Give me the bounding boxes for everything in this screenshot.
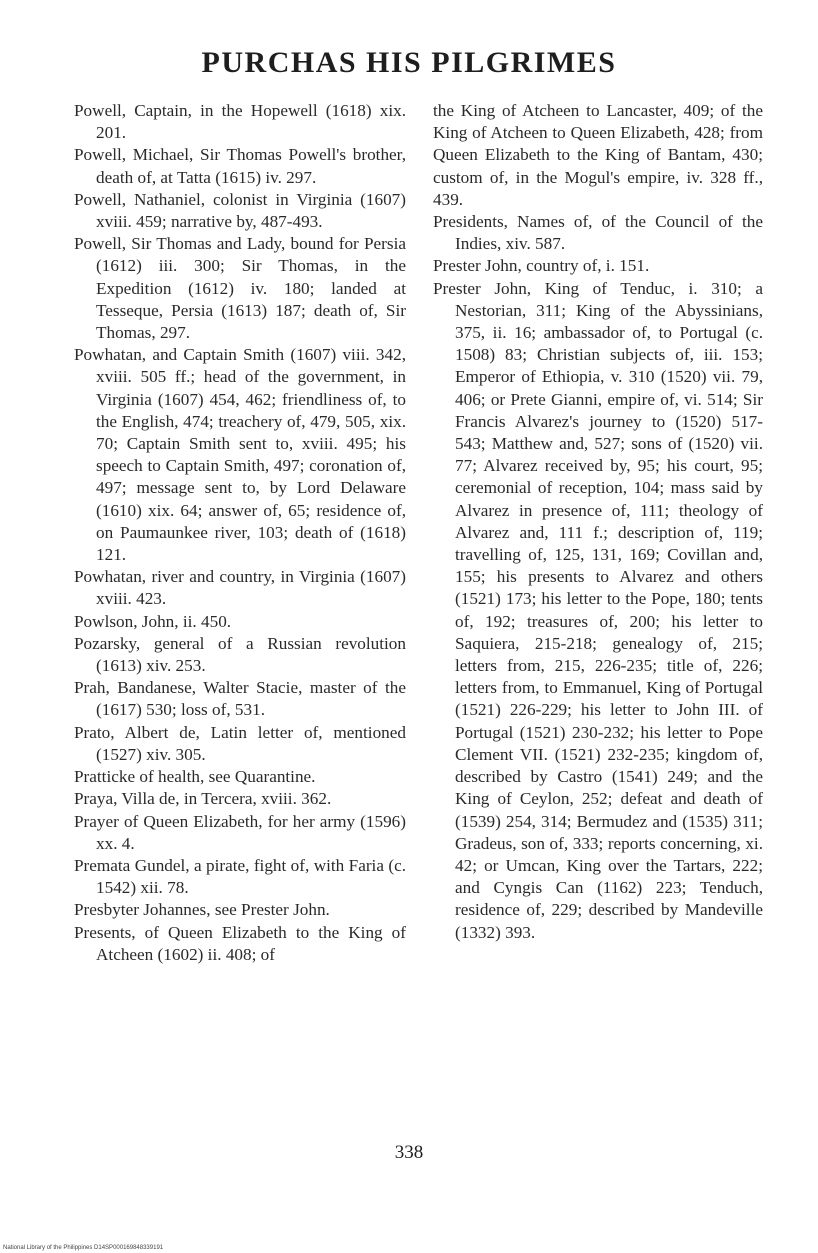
index-entry: Praya, Villa de, in Tercera, xviii. 362. — [74, 789, 332, 809]
index-entry: Prah, Bandanese, Walter Stacie, master of the (1617) 530; loss of, 531. — [74, 678, 406, 720]
index-entry: Pozarsky, general of a Russian revolution (1613) xiv. 253. — [74, 633, 406, 676]
index-entry: Premata Gundel, a pirate, fight of, with Faria (c. 1542) xii. 78. — [74, 855, 406, 898]
index-entry: Powell, Sir Thomas and Lady, bound for Persia (1612) iii. 300; Sir Thomas, in the Expedition (1612) iv. 180; landed at Tesseque, Persia (1613) 187; death of, Sir Thomas, 297. — [74, 234, 406, 343]
index-column-right — [433, 100, 763, 944]
index-entry: Prayer of Queen Elizabeth, for her army (1596) xx. 4. — [74, 811, 406, 853]
index-entry: Powlson, John, ii. 450. — [74, 611, 232, 631]
index-entry: Powell, Captain, in the Hopewell (1618) xix. 201. — [74, 101, 406, 143]
index-entry-continued: the King of Atcheen to Lancaster, 409; of the King of Atcheen to Queen Elizabeth, 428; from Queen Elizabeth to the King of Bantam, 430; custom of, in the Mogul's empire, iv. 328 ff., 439. — [433, 101, 763, 209]
index-entry: Prester John, King of Tenduc, i. 310; a Nestorian, 311; King of the Abyssinians, 375, ii. 16; ambassador of, to Portugal (c. 1508) 83; Christian subjects of, iii. 153; Emperor of Ethiopia, v. 310 (1520) vii. 79, 406; or Prete Gianni, empire of, vi. 514; Sir Francis Alvarez's journey to (1520) 517-543; Matthew and, 527; sons of (1520) vii. 77; Alvarez received by, 95; his court, 95; ceremonial of reception, 104; mass said by Alvarez in presence of, 111; theology of Alvarez and, 111 f.; description of, 119; travelling of, 125, 131, 169; Covillan and, 155; his presents to Alvarez and others (1521) 173; his letter to the Pope, 180; tents of, 192; treasures of, 200; his letter to Saquiera, 215-218; genealogy of, 215; letters from, 215, 226-235; title of, 226; letters from, to Emmanuel, King of Portugal (1521) 226-229; his letter to John III. of Portugal (1521) 230-232; his letter to Pope Clement VII. (1521) 232-235; kingdom of, described by Castro (1541) 249; and the King of Ceylon, 252; defeat and death of (1539) 254, 314; Bermudez and (1535) 311; Gradeus, son of, 333; reports concerning, xi. 42; or Umcan, King over the Tartars, 222; and Cyngis Can (1162) 223; Tenduch, residence of, 229; described by Mandeville (1332) 393. — [433, 278, 763, 942]
index-entry: Pratticke of health, see Quarantine. — [74, 767, 316, 787]
index-entry: Prato, Albert de, Latin letter of, mentioned (1527) xiv. 305. — [74, 722, 406, 764]
index-entry: Prester John, country of, i. 151. — [433, 256, 650, 276]
index-entry: Presbyter Johannes, see Prester John. — [74, 900, 330, 920]
index-entry: Presents, of Queen Elizabeth to the King of Atcheen (1602) ii. 408; of — [74, 922, 406, 964]
index-entry: Powhatan, river and country, in Virginia (1607) xviii. 423. — [74, 567, 406, 609]
index-column-left — [74, 100, 406, 966]
library-stamp: National Library of the Philippines D14SP000169848339191 — [3, 1245, 164, 1251]
index-entry: Powell, Michael, Sir Thomas Powell's brother, death of, at Tatta (1615) iv. 297. — [74, 145, 406, 187]
page-number: 338 — [394, 1142, 424, 1163]
index-entry: Powhatan, and Captain Smith (1607) viii. 342, xviii. 505 ff.; head of the government, in Virginia (1607) 454, 462; friendliness of, to the English, 474; treachery of, 479, 505, xix. 70; Captain Smith sent to, xviii. 495; his speech to Captain Smith, 497; coronation of, 497; message sent to, by Lord Delaware (1610) xix. 64; answer of, 65; residence of, on Paumaunkee river, 103; death of (1618) 121. — [74, 345, 406, 565]
index-entry: Powell, Nathaniel, colonist in Virginia (1607) xviii. 459; narrative by, 487-493. — [74, 189, 406, 232]
index-entry: Presidents, Names of, of the Council of the Indies, xiv. 587. — [433, 212, 763, 254]
page-title: PURCHAS HIS PILGRIMES — [201, 46, 617, 79]
